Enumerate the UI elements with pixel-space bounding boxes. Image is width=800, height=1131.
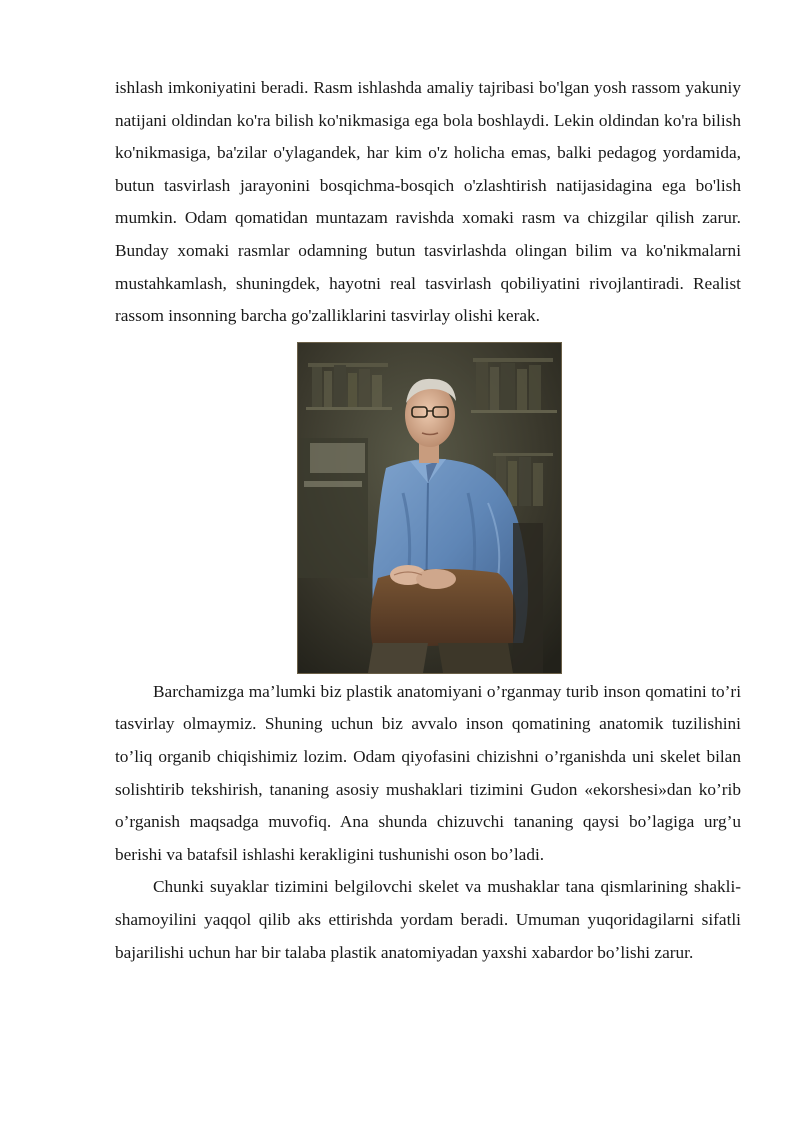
paragraph-1: ishlash imkoniyatini beradi. Rasm ishlashda amaliy tajribasi bo'lgan yosh rassom yakuniy natijani oldindan ko'ra bilish ko'nikmasiga ega bola boshlaydi. Lekin oldindan ko'ra bilish ko'nikmasiga, ba'zilar o'ylagandek, har kim o'z holicha emas, balki pedagog yordamida, butun tasvirlash jarayonini bosqichma-bosqich o'zlashtirish natijasidagina ega bo'lish mumkin. Odam qomatidan muntazam ravishda xomaki rasm va chizgilar qilish zarur. Bunday xomaki rasmlar odamning butun tasvirlashda olingan bilim va ko'nikmalarni mustahkamlash, shuningdek, hayotni real tasvirlash qobiliyatini rivojlantiradi. Realist rassom insonning barcha go'zalliklarini tasvirlay olishi kerak. (115, 78, 741, 326)
paragraph-3: Chunki suyaklar tizimini belgilovchi skelet va mushaklar tana qismlarining shakli-shamoyilini yaqqol qilib aks ettirishda yordam beradi. Umuman yuqoridagilarni sifatli bajarilishi uchun har bir talaba plastik anatomiyadan yaxshi xabardor bo’lishi zarur. (115, 877, 741, 962)
paragraph-2: Barchamizga ma’lumki biz plastik anatomiyani o’rganmay turib inson qomatini to’ri tasvirlay olmaymiz. Shuning uchun biz avvalo inson qomatining anatomik tuzilishini to’liq organib chiqishimiz lozim. Odam qiyofasini chizishni o’rganishda uni skelet bilan solishtirib tekshirish, tananing asosiy mushaklari tizimini Gudon «ekorshesi»dan ko’rib o’rganish maqsadga muvofiq. Ana shunda chizuvchi tananing qaysi bo’lagiga urg’u berishi va batafsil ishlashi kerakligini tushunishi oson bo’ladi. (115, 681, 741, 864)
portrait-painting-icon (298, 343, 561, 673)
document-page (115, 72, 741, 969)
portrait-painting (298, 343, 561, 673)
